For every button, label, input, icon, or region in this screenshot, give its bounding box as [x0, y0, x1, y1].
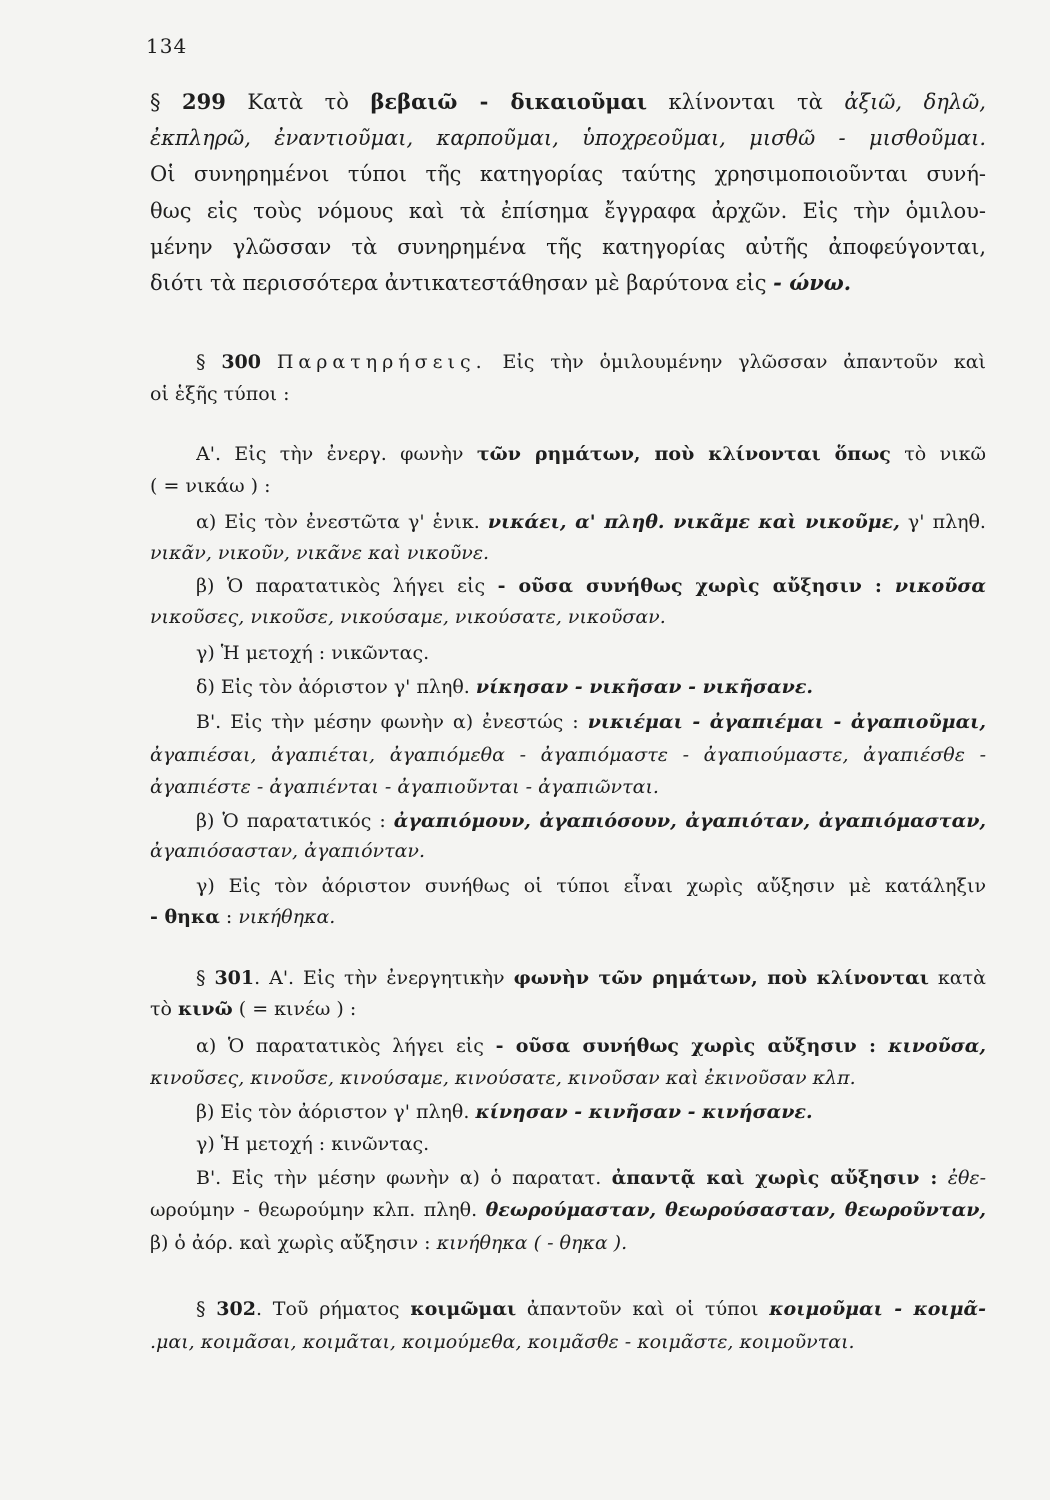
- s300-Bc-line-1: γ) Εἰς τὸν ἀόριστον συνήθως οἱ τύποι εἶναι χωρὶς αὔξησιν μὲ κατάληξιν: [196, 875, 986, 897]
- page-number: 134: [146, 34, 188, 58]
- s299-line-6: διότι τὰ περισσότερα ἀντικατεστάθησαν μὲ βαρύτονα εἰς - ώνω.: [150, 270, 852, 295]
- s301-number: 301: [214, 967, 255, 989]
- s302-line-1: § 302. Τοῦ ρήματος κοιμῶμαι ἀπαντοῦν καὶ οἱ τύποι κοιμοῦμαι - κοιμᾶ-: [196, 1298, 986, 1320]
- s300-a-line-2: νικᾶν, νικοῦν, νικᾶνε καὶ νικοῦνε.: [150, 542, 490, 564]
- s301-c-line: γ) Ἡ μετοχή : κινῶντας.: [196, 1133, 430, 1155]
- s301-line-1: § 301. Α'. Εἰς τὴν ἐνεργητικὴν φωνὴν τῶν ρημάτων, ποὺ κλίνονται κατὰ: [196, 967, 986, 989]
- s301-b-line: β) Εἰς τὸν ἀόριστον γ' πληθ. κίνησαν - κινῆσαν - κινήσανε.: [196, 1101, 813, 1123]
- s300-number: 300: [221, 351, 261, 373]
- s300-A-intro-2: ( = νικάω ) :: [150, 475, 271, 497]
- s299-line-4: θως εἰς τοὺς νόμους καὶ τὰ ἐπίσημα ἔγγραφα ἀρχῶν. Εἰς τὴν ὁμιλου-: [150, 199, 986, 223]
- s301-B-line-2: ωρούμην - θεωρούμην κλπ. πληθ. θεωρούμασταν, θεωρούσασταν, θεωροῦνταν,: [150, 1199, 986, 1221]
- s300-c-line: γ) Ἡ μετοχή : νικῶντας.: [196, 642, 430, 664]
- s300-line-1: § 300 Παρατηρήσεις. Εἰς τὴν ὁμιλουμένην γλῶσσαν ἀπαντοῦν καὶ: [196, 351, 986, 373]
- s299-line-1: § 299 Κατὰ τὸ βεβαιῶ - δικαιοῦμαι κλίνονται τὰ ἀξιῶ, δηλῶ,: [150, 89, 986, 114]
- s300-B-line-1: Β'. Εἰς τὴν μέσην φωνὴν α) ἐνεστώς : νικιέμαι - ἀγαπιέμαι - ἀγαπιοῦμαι,: [196, 711, 986, 733]
- s302-line-2: .μαι, κοιμᾶσαι, κοιμᾶται, κοιμούμεθα, κοιμᾶσθε - κοιμᾶστε, κοιμοῦνται.: [150, 1331, 855, 1353]
- s300-B-line-2: ἀγαπιέσαι, ἀγαπιέται, ἀγαπιόμεθα - ἀγαπιόμαστε - ἀγαπιούμαστε, ἀγαπιέσθε -: [150, 744, 986, 766]
- s300-Bb-line-2: ἀγαπιόσασταν, ἀγαπιόνταν.: [150, 840, 426, 862]
- s301-B-line-3: β) ὁ ἀόρ. καὶ χωρὶς αὔξησιν : κινήθηκα ( - θηκα ).: [150, 1232, 628, 1254]
- s299-number: 299: [182, 89, 226, 114]
- s300-A-intro: Α'. Εἰς τὴν ἐνεργ. φωνὴν τῶν ρημάτων, ποὺ κλίνονται ὅπως τὸ νικῶ: [196, 443, 986, 465]
- s301-a-line-1: α) Ὁ παρατατικὸς λήγει εἰς - οῦσα συνήθως χωρὶς αὔξησιν : κινοῦσα,: [196, 1035, 986, 1057]
- s302-number: 302: [216, 1298, 256, 1320]
- s301-line-2: τὸ κινῶ ( = κινέω ) :: [150, 998, 357, 1020]
- s300-b-line-1: β) Ὁ παρατατικὸς λήγει εἰς - οῦσα συνήθως χωρὶς αὔξησιν : νικοῦσα: [196, 575, 986, 597]
- s300-d-line: δ) Εἰς τὸν ἀόριστον γ' πληθ. νίκησαν - νικῆσαν - νικῆσανε.: [196, 676, 814, 698]
- s301-B-line-1: Β'. Εἰς τὴν μέσην φωνὴν α) ὁ παρατατ. ἀπαντᾷ καὶ χωρὶς αὔξησιν : ἐθε-: [196, 1167, 986, 1189]
- s300-a-line-1: α) Εἰς τὸν ἐνεστῶτα γ' ἑνικ. νικάει, α' πληθ. νικᾶμε καὶ νικοῦμε, γ' πληθ.: [196, 511, 986, 533]
- s300-Bc-line-2: - θηκα : νικήθηκα.: [150, 906, 336, 928]
- s300-line-2: οἱ ἑξῆς τύποι :: [150, 383, 290, 405]
- s300-b-line-2: νικοῦσες, νικοῦσε, νικούσαμε, νικούσατε, νικοῦσαν.: [150, 606, 666, 628]
- s299-line-3: Οἱ συνηρημένοι τύποι τῆς κατηγορίας ταύτης χρησιμοποιοῦνται συνή-: [150, 162, 986, 186]
- s300-Bb-line-1: β) Ὁ παρατατικός : ἀγαπιόμουν, ἀγαπιόσουν, ἀγαπιόταν, ἀγαπιόμασταν,: [196, 810, 986, 832]
- s300-B-line-3: ἀγαπιέστε - ἀγαπιένται - ἀγαπιοῦνται - ἀγαπιῶνται.: [150, 776, 659, 798]
- s299-line-2: ἐκπληρῶ, ἐναντιοῦμαι, καρποῦμαι, ὑποχρεοῦμαι, μισθῶ - μισθοῦμαι.: [150, 126, 986, 150]
- s301-a-line-2: κινοῦσες, κινοῦσε, κινούσαμε, κινούσατε, κινοῦσαν καὶ ἐκινοῦσαν κλπ.: [150, 1067, 856, 1089]
- s299-line-5: μένην γλῶσσαν τὰ συνηρημένα τῆς κατηγορίας αὐτῆς ἀποφεύγονται,: [150, 235, 986, 259]
- s300-heading: Παρατηρήσεις.: [276, 351, 487, 373]
